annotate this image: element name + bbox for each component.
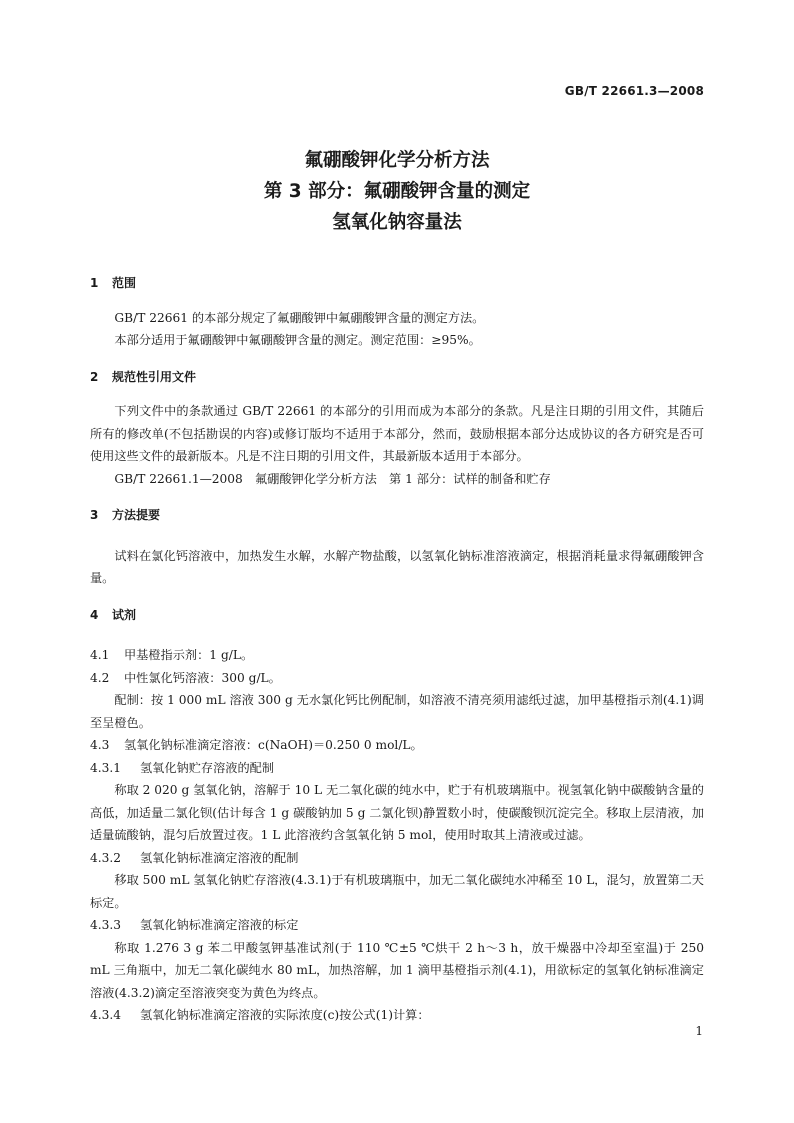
paragraph: 试料在氯化钙溶液中，加热发生水解，水解产物盐酸，以氢氧化钠标准溶液滴定，根据消耗量求得氟硼酸钾含量。 <box>90 548 704 585</box>
section-title: 试剂 <box>112 607 137 622</box>
clause-number: 4.3 <box>90 738 110 752</box>
standard-number: GB/T 22661.3—2008 <box>564 84 704 98</box>
section-2-heading <box>90 366 704 389</box>
clause-text: 氢氧化钠标准滴定溶液的标定 <box>140 918 299 932</box>
section-3-heading <box>90 504 704 527</box>
section-4-heading <box>90 604 704 627</box>
clause-number: 4.2 <box>90 670 110 685</box>
paragraph: GB/T 22661 的本部分规定了氟硼酸钾中氟硼酸钾含量的测定方法。 <box>114 310 485 325</box>
section-number: 2 <box>90 369 99 384</box>
clause-4-3-3 <box>90 914 704 937</box>
clause-4-3-1 <box>90 757 704 780</box>
clause-text: 中性氯化钙溶液：300 g/L。 <box>124 670 281 685</box>
clause-text: 甲基橙指示剂：1 g/L。 <box>124 648 254 662</box>
clause-text: 氢氧化钠标准滴定溶液：c(NaOH)＝0.250 0 mol/L。 <box>124 738 423 752</box>
clause-text: 氢氧化钠标准滴定溶液的配制 <box>140 850 299 865</box>
section-title: 规范性引用文件 <box>112 369 197 384</box>
paragraph: 称取 1.276 3 g 苯二甲酸氢钾基准试剂(于 110 ℃±5 ℃烘干 2 h～3 h，放干燥器中冷却至室温)于 250 mL 三角瓶中，加无二氧化碳纯水 80 mL，加热溶解，加 1 滴甲基橙指示剂(4.1)，用欲标定的氢氧化钠标准滴定溶液(4.3.2)滴定至溶液突变为黄色为终点。 <box>90 940 704 1000</box>
paragraph: 配制：按 1 000 mL 溶液 300 g 无水氯化钙比例配制，如溶液不清亮须用滤纸过滤，加甲基橙指示剂(4.1)调至呈橙色。 <box>90 693 704 730</box>
title-line-2: 第 3 部分：氟硼酸钾含量的测定 <box>263 181 531 202</box>
title-line-3: 氢氧化钠容量法 <box>332 212 462 233</box>
clause-4-3-2 <box>90 847 704 870</box>
document-title <box>0 145 794 238</box>
section-title: 范围 <box>112 276 137 290</box>
page-number: 1 <box>695 1024 703 1038</box>
paragraph: 下列文件中的条款通过 GB/T 22661 的本部分的引用而成为本部分的条款。凡是注日期的引用文件，其随后所有的修改单(不包括勘误的内容)或修订版均不适用于本部分，然而，鼓励根据本部分达成协议的各方研究是否可使用这些文件的最新版本。凡是不注日期的引用文件，其最新版本适用于本部分。 <box>90 404 704 463</box>
section-1-heading <box>90 272 704 295</box>
paragraph: 移取 500 mL 氢氧化钠贮存溶液(4.3.1)于有机玻璃瓶中，加无二氧化碳纯水冲稀至 10 L，混匀，放置第二天标定。 <box>90 873 704 910</box>
title-line-1: 氟硼酸钾化学分析方法 <box>304 150 490 171</box>
section-number: 4 <box>90 607 99 622</box>
clause-number: 4.3.4 <box>90 1008 122 1022</box>
clause-4-3-4 <box>90 1004 704 1027</box>
paragraph: 本部分适用于氟硼酸钾中氟硼酸钾含量的测定。测定范围：≥95%。 <box>114 333 481 347</box>
document-body <box>90 272 704 1027</box>
clause-4-3 <box>90 734 704 757</box>
clause-4-2 <box>90 667 704 690</box>
clause-number: 4.3.3 <box>90 918 122 932</box>
clause-number: 4.3.1 <box>90 760 122 775</box>
clause-text: 氢氧化钠贮存溶液的配制 <box>140 760 275 775</box>
clause-text: 氢氧化钠标准滴定溶液的实际浓度(c)按公式(1)计算： <box>140 1008 430 1022</box>
clause-4-1 <box>90 644 704 667</box>
section-number: 1 <box>90 276 99 290</box>
section-title: 方法提要 <box>112 508 161 522</box>
paragraph: 称取 2 020 g 氢氧化钠，溶解于 10 L 无二氧化碳的纯水中，贮于有机玻璃瓶中。视氢氧化钠中碳酸钠含量的高低，加适量二氯化钡(估计每含 1 g 碳酸钠加 5 g 二氯化钡)静置数小时，使碳酸钡沉淀完全。移取上层清液，加适量硫酸钠，混匀后放置过夜。1 L 此溶液约含氢氧化钠 5 mol，使用时取其上清液或过滤。 <box>90 783 704 842</box>
clause-number: 4.3.2 <box>90 850 122 865</box>
reference-entry: GB/T 22661.1—2008 氟硼酸钾化学分析方法 第 1 部分：试样的制备和贮存 <box>114 471 551 486</box>
section-number: 3 <box>90 508 99 522</box>
clause-number: 4.1 <box>90 648 110 662</box>
